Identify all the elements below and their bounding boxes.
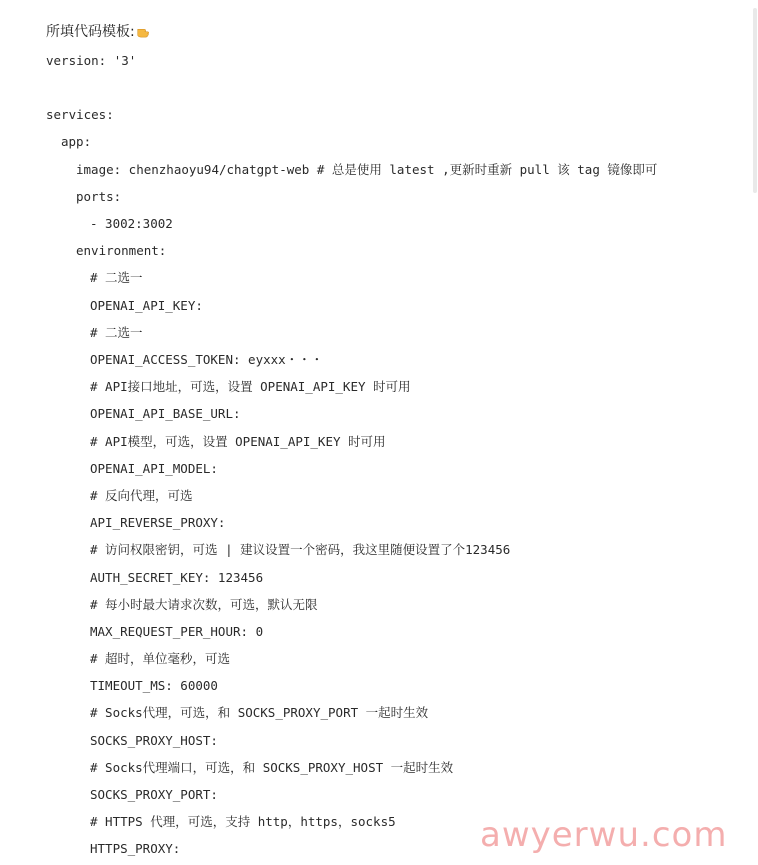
code-line-comment: # Socks代理，可选，和 SOCKS_PROXY_PORT 一起时生效 xyxy=(90,705,429,720)
code-line-comment: # 每小时最大请求次数，可选，默认无限 xyxy=(90,597,318,612)
code-line-comment: # 二选一 xyxy=(90,325,143,340)
code-line-comment: # API模型，可选，设置 OPENAI_API_KEY 时可用 xyxy=(90,434,386,449)
code-line-comment: # 超时，单位毫秒，可选 xyxy=(90,651,231,666)
code-line-comment: # 反向代理，可选 xyxy=(90,488,193,503)
code-line-env-var: AUTH_SECRET_KEY: 123456 xyxy=(90,570,264,585)
code-line-environment: environment: xyxy=(76,243,167,258)
code-line-port-mapping: - 3002:3002 xyxy=(90,216,173,231)
code-line-comment: # Socks代理端口，可选，和 SOCKS_PROXY_HOST 一起时生效 xyxy=(90,760,454,775)
code-line-env-var: TIMEOUT_MS: 60000 xyxy=(90,678,218,693)
code-line-comment: # 访问权限密钥，可选 | 建议设置一个密码，我这里随便设置了个123456 xyxy=(90,542,511,557)
section-heading xyxy=(46,22,150,42)
code-line-ports: ports: xyxy=(76,189,122,204)
code-line-comment: # HTTPS 代理，可选，支持 http，https，socks5 xyxy=(90,814,396,829)
code-line-env-var: OPENAI_API_KEY: xyxy=(90,298,203,313)
code-line-env-var: API_REVERSE_PROXY: xyxy=(90,515,226,530)
scrollbar[interactable] xyxy=(753,8,757,193)
code-line-env-var: SOCKS_PROXY_HOST: xyxy=(90,733,218,748)
heading-text: 所填代码模板: xyxy=(46,24,135,40)
code-line-env-var: MAX_REQUEST_PER_HOUR: 0 xyxy=(90,624,264,639)
code-line-env-var: OPENAI_ACCESS_TOKEN: eyxxx・・・ xyxy=(90,352,324,367)
code-line-services: services: xyxy=(46,107,114,122)
watermark: awyerwu.com xyxy=(480,815,728,855)
code-line-env-var: OPENAI_API_BASE_URL: xyxy=(90,406,241,421)
code-line-image: image: chenzhaoyu94/chatgpt-web # 总是使用 latest ,更新时重新 pull 该 tag 镜像即可 xyxy=(76,162,658,177)
code-line-app: app: xyxy=(61,134,92,149)
code-line-env-var: SOCKS_PROXY_PORT: xyxy=(90,787,218,802)
code-line-env-var: OPENAI_API_MODEL: xyxy=(90,461,218,476)
code-line-comment: # API接口地址，可选，设置 OPENAI_API_KEY 时可用 xyxy=(90,379,411,394)
pointing-hand-icon xyxy=(136,24,150,38)
code-line-env-var: HTTPS_PROXY: xyxy=(90,841,181,856)
code-line-version: version: '3' xyxy=(46,53,137,68)
code-line-comment: # 二选一 xyxy=(90,270,143,285)
